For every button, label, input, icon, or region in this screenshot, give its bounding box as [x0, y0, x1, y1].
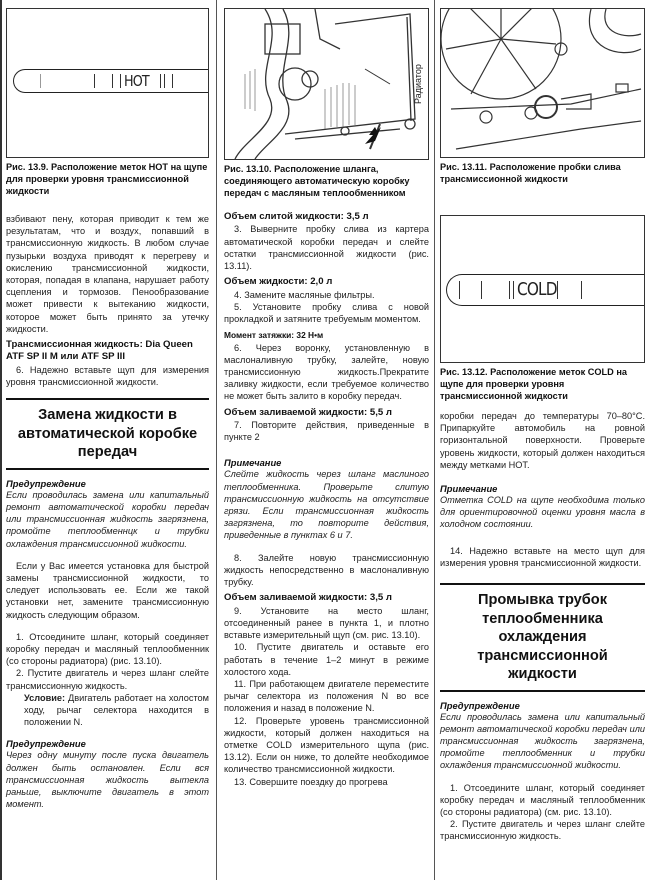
- cold-mark-label: COLD: [517, 279, 557, 300]
- figure-caption: Рис. 13.11. Расположение пробки слива трансмиссионной жидкости: [440, 162, 621, 184]
- step: 12. Проверьте уровень трансмиссионной жидкости, который должен находиться на отметке COLD измерительного щупа (рис. 13.12). Если он ниже, то долейте необходимое количество трансмиссионной жидкости.: [224, 715, 429, 775]
- step: 5. Установите пробку слива с новой прокладкой и затяните требуемым моментом.: [224, 301, 429, 325]
- column-1: [6, 0, 209, 880]
- condition-text: Двигатель работает на холостом ходу, рычаг селектора находится в положении N.: [24, 692, 209, 728]
- figure-13-12-cold-dipstick: [440, 215, 645, 363]
- hot-mark-label: HOT: [124, 72, 149, 90]
- paragraph: взбивают пену, которая приводит к тем же результатам, что и воздух, попавший в трансмиссионную жидкость. В любом случае пузырьки воздуха приводят к перегреву и окислению трансмиссионной жидкости, которая, попадая в клапана, нарушает работу сцепления и тормозов. Пенообразование может привести к вытеканию жидкости, которое может быть принято за утечку жидкости.: [6, 214, 209, 334]
- step: 6. Через воронку, установленную в маслоналивную трубку, залейте, новую трансмиссионную жидкость.Прекратите заливку жидкости, если требуемое количество не может быть залито в коробку передач.: [224, 342, 429, 402]
- column-3: [440, 0, 645, 880]
- figure-13-11-drain-plug: [440, 8, 645, 158]
- step: 2. Пустите двигатель и через шланг слейте трансмиссионную жидкость.: [6, 668, 209, 691]
- warning-body: Если проводилась замена или капитальный ремонт автоматической коробки передач или трансмиссионная жидкость загрязнена, промойте теплообменник и трубки охлаждения трансмиссионной жидкости.: [440, 711, 645, 771]
- warning-title: Предупреждение: [440, 699, 520, 711]
- spec-fill-volume: Объем заливаемой жидкости: 3,5 л: [224, 592, 392, 604]
- paragraph: коробки передач до температуры 70–80°С. Припаркуйте автомобиль на ровной горизонтальной поверхности. Проверьте уровень жидкости, который должен находиться между метками HOT.: [440, 411, 645, 470]
- step: 2. Пустите двигатель и через шланг слейте трансмиссионную жидкость.: [440, 819, 645, 842]
- fluid-spec: Трансмиссионная жидкость: Dia Queen ATF SP II M или ATF SP III: [6, 339, 193, 363]
- radiator-label: Радиатор: [413, 64, 423, 104]
- figure-caption: Рис. 13.12. Расположение меток COLD на щупе для проверки уровня трансмиссионной жидкости: [440, 367, 627, 401]
- warning-body: Через одну минуту после пуска двигатель должен быть остановлен. Если вся трансмиссионная жидкость вытекла раньше, выключите двигатель в этот момент.: [6, 750, 209, 810]
- spec-torque: Момент затяжки: 32 Н•м: [224, 330, 324, 341]
- step: 6. Надежно вставьте щуп для измерения уровня трансмиссионной жидкости.: [6, 364, 209, 388]
- note-body: Отметка COLD на щупе необходима только для ориентировочной оценки уровня масла в холодном состоянии.: [440, 495, 645, 530]
- figure-caption: Рис. 13.10. Расположение шланга, соединяющего автоматическую коробку передач с масляным теплообменником: [224, 164, 410, 198]
- dipstick-illustration: [446, 274, 645, 306]
- step: 13. Совершите поездку до прогрева: [234, 776, 388, 787]
- condition-label: Условие:: [24, 692, 66, 703]
- figure-13-9-hot-dipstick: [6, 8, 209, 158]
- warning-title: Предупреждение: [6, 477, 86, 489]
- note-title: Примечание: [440, 483, 498, 495]
- step: 11. При работающем двигателе переместите рычаг селектора из положения N во все положения и назад в положение N.: [224, 678, 429, 714]
- step: 9. Установите на место шланг, отсоединенный ранее в пункта 1, и плотно вставьте измерительный щуп (см. рис. 13.10).: [224, 605, 429, 641]
- step: 1. Отсоедините шланг, который соединяет коробку передач и масляный теплообменник (со стороны радиатора) (см. рис. 13.10).: [440, 782, 645, 817]
- warning-title: Предупреждение: [6, 738, 86, 750]
- note-title: Примечание: [224, 457, 282, 469]
- step: 1. Отсоедините шланг, который соединяет коробку передач и масляный теплообменник (со стороны радиатора) (рис. 13.10).: [6, 631, 209, 667]
- section-heading-cooler-flush: [440, 583, 645, 692]
- spec-fill-volume: Объем заливаемой жидкости: 5,5 л: [224, 406, 392, 418]
- paragraph: Если у Вас имеется установка для быстрой замены трансмиссионной жидкости, то следует использовать ее. Если же такой установки нет, замените трансмиссионную жидкость следующим образом.: [6, 560, 209, 620]
- page-edge: [0, 0, 2, 880]
- column-divider: [216, 0, 217, 880]
- section-title: Замена жидкости в автоматической коробке передач: [17, 407, 198, 461]
- spec-volume: Объем жидкости: 2,0 л: [224, 276, 333, 288]
- hose-illustration: [225, 9, 429, 159]
- step: 4. Замените масляные фильтры.: [234, 289, 375, 300]
- step: 8. Залейте новую трансмиссионную жидкость непосредственно в маслоналивную трубку.: [224, 552, 429, 588]
- step: 7. Повторите действия, приведенные в пункте 2: [224, 420, 429, 443]
- arrow-icon: [365, 127, 381, 144]
- section-heading-fluid-change: [6, 398, 209, 470]
- dipstick-illustration: [13, 69, 209, 93]
- figure-13-10-radiator-hose: [224, 8, 429, 160]
- condition: [6, 692, 209, 729]
- warning-body: Если проводилась замена или капитальный ремонт автоматической коробки передач или трансмиссионная жидкость загрязнена, промойте теплообменнцк и трубки охлаждения трансмиссионной жидкости.: [6, 489, 209, 549]
- column-2: [224, 0, 429, 880]
- drain-plug-illustration: [441, 9, 645, 157]
- step: 14. Надежно вставьте на место щуп для измерения уровня трансмиссионной жидкости.: [440, 545, 645, 568]
- note-body: Слейте жидкость через шланг маслиного теплообменника. Проверьте слитую трансмиссионную жидкость на отсутствие грязи. Если трансмиссионная жидкость загрязнена, то повторите действия, приведенные в пунктах 6 и 7.: [224, 469, 429, 541]
- spec-drained-volume: Объем слитой жидкости: 3,5 л: [224, 211, 369, 222]
- step: 10. Пустите двигатель и оставьте его работать в течение 1–2 минут в режиме холостого хода.: [224, 642, 429, 677]
- step: 3. Выверните пробку слива из картера автоматической коробки передач и слейте остатки трансмиссионной жидкости (рис. 13.11).: [224, 224, 429, 272]
- section-title: Промывка трубок теплообменника охлаждения трансмиссионной жидкости: [477, 592, 608, 683]
- figure-caption: Рис. 13.9. Расположение меток HOT на щупе для проверки уровня трансмиссионной жидкости: [6, 162, 208, 196]
- column-divider: [434, 0, 435, 880]
